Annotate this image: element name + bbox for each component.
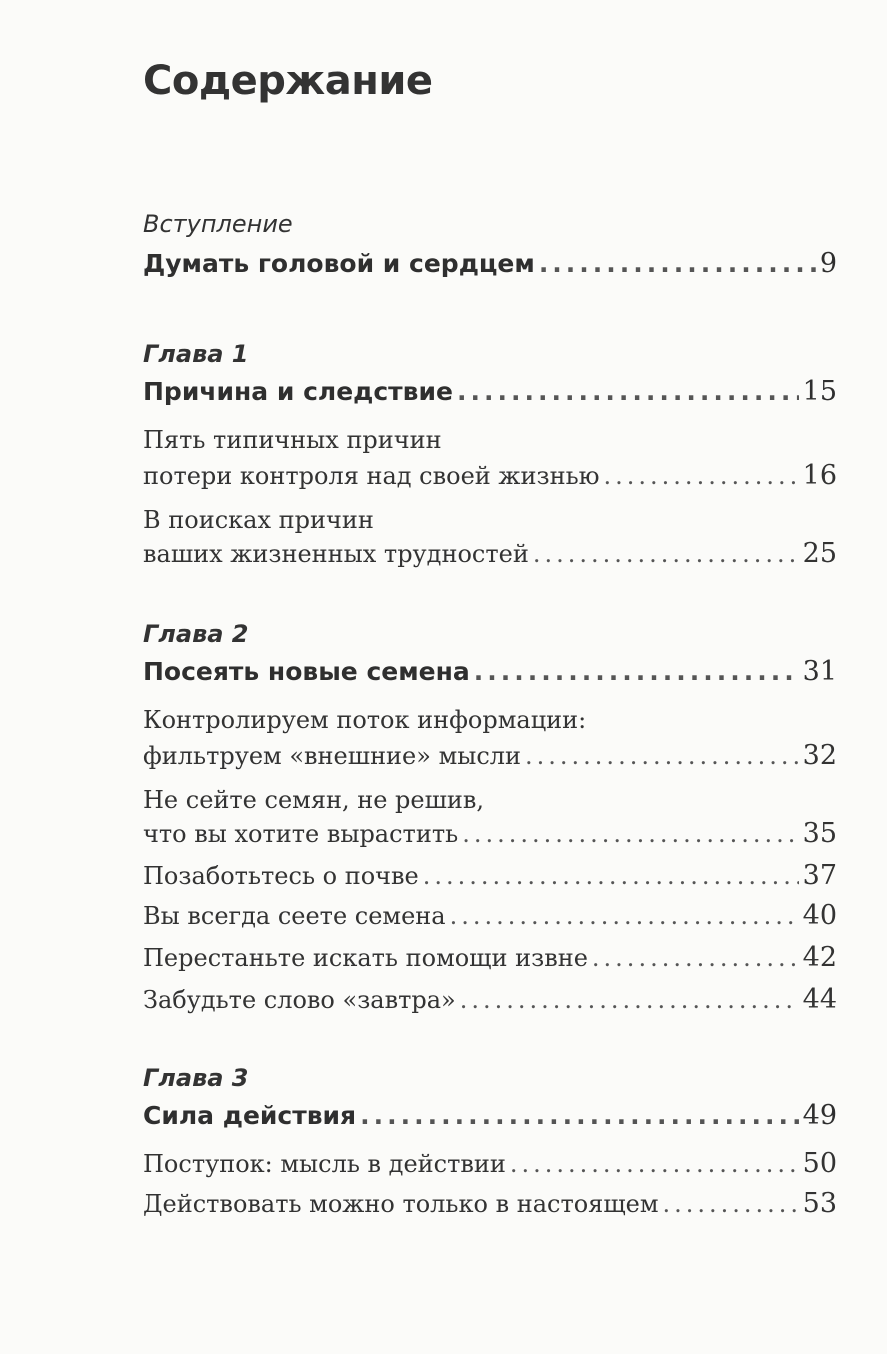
toc-entry xyxy=(143,740,837,771)
dot-leader xyxy=(474,657,799,686)
page-number: 42 xyxy=(802,942,837,973)
entry-title: Поступок: мысль в действии xyxy=(143,1150,506,1178)
dot-leader xyxy=(423,862,799,890)
page-number: 40 xyxy=(802,900,837,931)
page-number: 50 xyxy=(802,1148,837,1179)
toc-entry xyxy=(143,942,837,973)
dot-leader xyxy=(525,742,799,770)
entry-title: Думать головой и сердцем xyxy=(143,249,535,278)
toc-entry xyxy=(143,460,837,491)
dot-leader xyxy=(533,540,799,568)
entry-title: Позаботьтесь о почве xyxy=(143,862,419,890)
entry-title: Вы всегда сеете семена xyxy=(143,902,446,930)
dot-leader xyxy=(360,1101,799,1130)
entry-title-line1: Пять типичных причин xyxy=(143,426,442,454)
page-number: 31 xyxy=(802,656,837,687)
dot-leader xyxy=(539,249,816,278)
page-number: 16 xyxy=(802,460,837,491)
entry-title: Перестаньте искать помощи извне xyxy=(143,944,588,972)
toc-entry xyxy=(143,1188,837,1219)
dot-leader xyxy=(604,462,799,490)
entry-title: Причина и следствие xyxy=(143,377,453,406)
dot-leader xyxy=(592,944,799,972)
toc-entry-chapter-3 xyxy=(143,1100,837,1131)
page-number: 37 xyxy=(802,860,837,891)
entry-title-line1: Контролируем поток информации: xyxy=(143,706,587,734)
page-title: Содержание xyxy=(143,58,433,104)
page-number: 32 xyxy=(802,740,837,771)
page-number: 44 xyxy=(802,984,837,1015)
dot-leader xyxy=(462,820,798,848)
entry-title: фильтруем «внешние» мысли xyxy=(143,742,522,770)
entry-title: Посеять новые семена xyxy=(143,657,470,686)
toc-entry-chapter-1 xyxy=(143,376,837,407)
toc-entry xyxy=(143,860,837,891)
page-number: 25 xyxy=(802,538,837,569)
chapter-1-label: Глава 1 xyxy=(143,340,249,368)
toc-entry xyxy=(143,1148,837,1179)
entry-title: что вы хотите вырастить xyxy=(143,820,459,848)
entry-title-line1: Не сейте семян, не решив, xyxy=(143,786,485,814)
chapter-3-label: Глава 3 xyxy=(143,1064,249,1092)
dot-leader xyxy=(510,1150,799,1178)
toc-entry-intro xyxy=(143,248,837,279)
toc-entry xyxy=(143,984,837,1015)
chapter-2-label: Глава 2 xyxy=(143,620,249,648)
toc-entry xyxy=(143,538,837,569)
toc-entry xyxy=(143,818,837,849)
entry-title: Забудьте слово «завтра» xyxy=(143,986,456,1014)
toc-entry-chapter-2 xyxy=(143,656,837,687)
page-number: 49 xyxy=(802,1100,837,1131)
dot-leader xyxy=(460,986,799,1014)
page-number: 15 xyxy=(802,376,837,407)
page-number: 53 xyxy=(802,1188,837,1219)
entry-title: Сила действия xyxy=(143,1101,357,1130)
entry-title: ваших жизненных трудностей xyxy=(143,540,529,568)
entry-title-line1: В поисках причин xyxy=(143,506,374,534)
intro-label: Вступление xyxy=(143,210,293,238)
page-number: 9 xyxy=(819,248,837,279)
dot-leader xyxy=(457,377,799,406)
entry-title: потери контроля над своей жизнью xyxy=(143,462,600,490)
dot-leader xyxy=(663,1190,799,1218)
toc-entry xyxy=(143,900,837,931)
page-number: 35 xyxy=(802,818,837,849)
entry-title: Действовать можно только в настоящем xyxy=(143,1190,659,1218)
dot-leader xyxy=(450,902,799,930)
